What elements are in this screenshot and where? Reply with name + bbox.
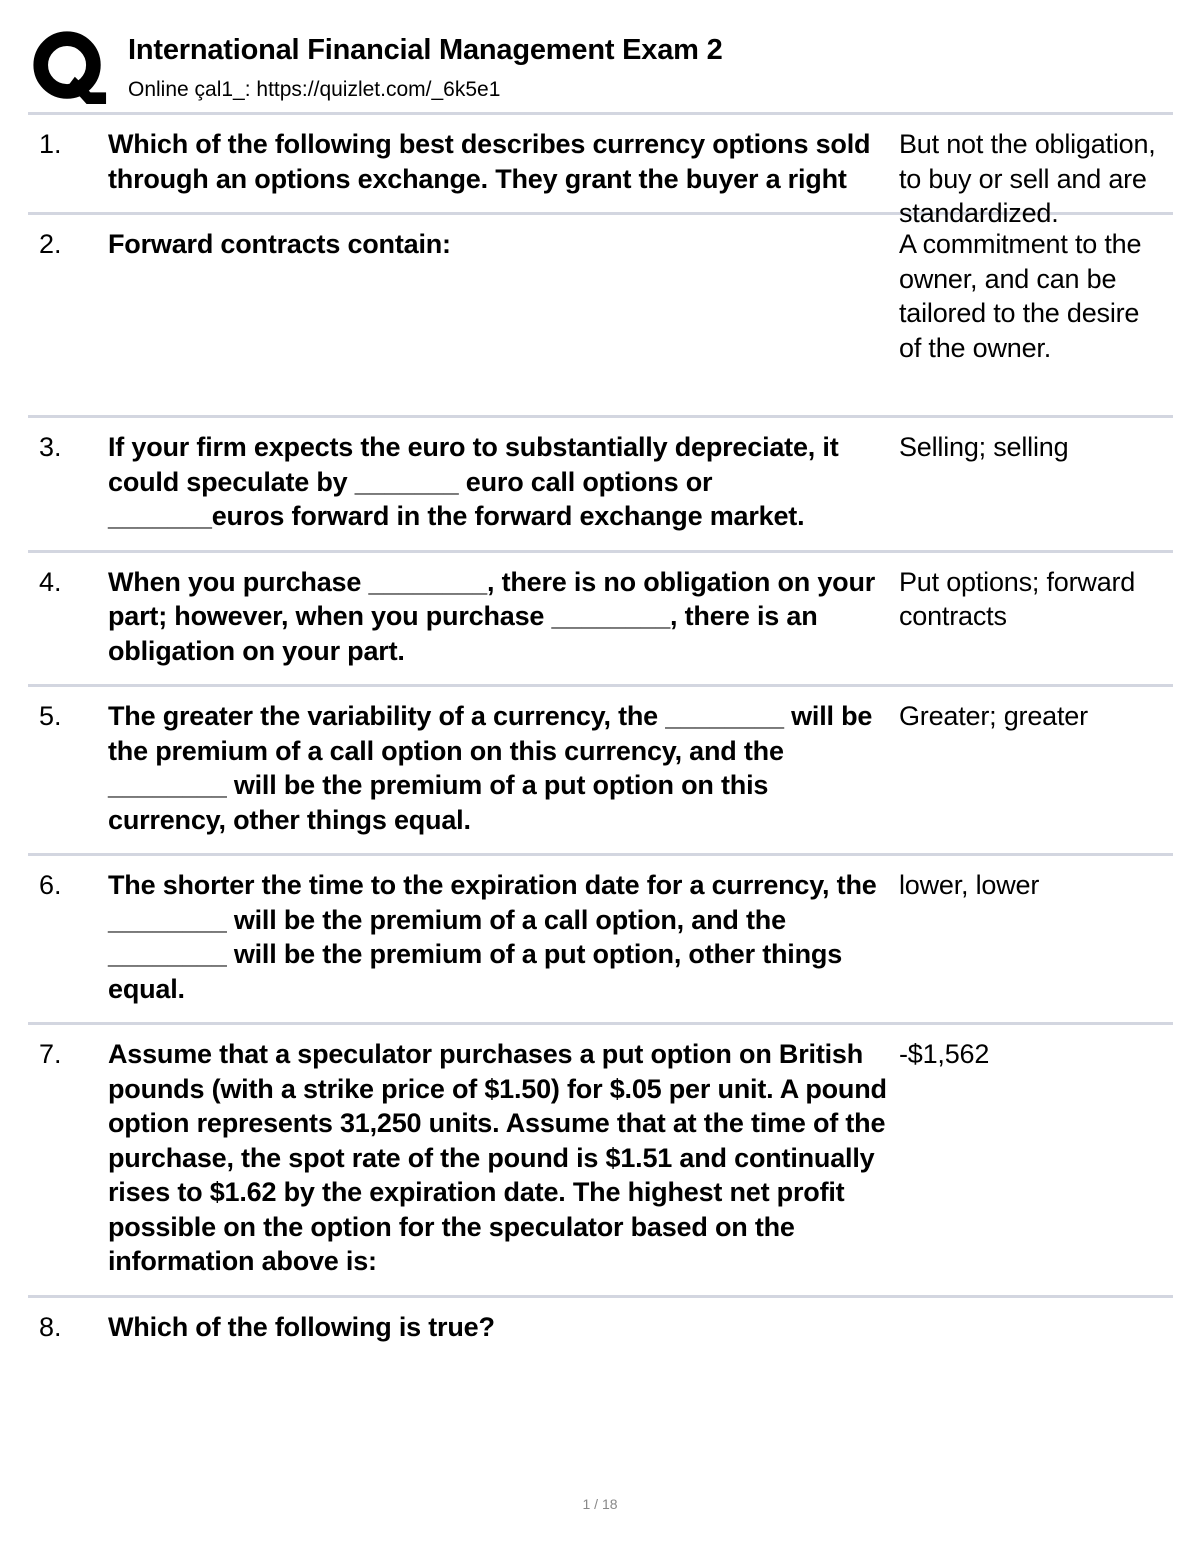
- card-number: 3.: [39, 432, 62, 462]
- flashcard-list: [28, 115, 1173, 1360]
- card-number: 2.: [39, 229, 62, 259]
- flashcard-row: [28, 553, 1173, 688]
- card-number: 6.: [39, 870, 62, 900]
- flashcard-row: [28, 115, 1173, 228]
- card-question: The greater the variability of a currency, the ________ will be the premium of a call option on this currency, and the ________ will be the premium of a put option on this currency, other things equal.: [108, 701, 873, 835]
- card-number: 4.: [39, 566, 62, 597]
- card-question: Which of the following is true?: [108, 1311, 495, 1342]
- card-number: 8.: [39, 1311, 62, 1342]
- card-answer: Greater; greater: [899, 701, 1088, 731]
- flashcard-row: [28, 1298, 1173, 1361]
- card-question: If your firm expects the euro to substantially depreciate, it could speculate by _______ euro call options or _______euros forward in the forward exchange market.: [108, 432, 839, 531]
- flashcard-row: [28, 215, 1173, 418]
- card-answer: Selling; selling: [899, 432, 1069, 462]
- card-answer: lower, lower: [899, 870, 1040, 900]
- card-question: Assume that a speculator purchases a put option on British pounds (with a strike price of $1.50) for $.05 per unit. A pound option represents 31,250 units. Assume that at the time of the purchase, the spot rate of the pound is $1.51 and continually rises to $1.62 by the expiration date. The highest net profit possible on the option for the speculator based on the information above is:: [108, 1039, 887, 1276]
- document-subtitle: Online çal1_: https://quizlet.com/_6k5e1: [128, 78, 501, 101]
- page-number: 1 / 18: [582, 1496, 618, 1512]
- card-answer: Put options; forward contracts: [899, 566, 1136, 631]
- document-title: International Financial Management Exam 2: [128, 34, 723, 66]
- card-question: When you purchase ________, there is no obligation on your part; however, when you purchase ________, there is an obligation on your part.: [108, 566, 876, 666]
- card-answer: A commitment to the owner, and can be tailored to the desire of the owner.: [899, 229, 1142, 363]
- flashcard-row: [28, 687, 1173, 856]
- card-question: Which of the following best describes currency options sold through an options exchange. They grant the buyer a right: [108, 129, 871, 194]
- card-answer: But not the obligation, to buy or sell and are standardized.: [899, 129, 1156, 228]
- card-question: The shorter the time to the expiration date for a currency, the ________ will be the premium of a call option, and the ________ will be the premium of a put option, other things equal.: [108, 870, 877, 1004]
- card-number: 7.: [39, 1039, 62, 1069]
- card-answer: -$1,562: [899, 1039, 990, 1069]
- flashcard-row: [28, 856, 1173, 1025]
- card-number: 5.: [39, 701, 62, 731]
- card-question: Forward contracts contain:: [108, 229, 451, 259]
- document-header: [28, 28, 1173, 112]
- flashcard-row: [28, 1025, 1173, 1298]
- card-number: 1.: [39, 129, 62, 159]
- flashcard-row: [28, 418, 1173, 553]
- quizlet-logo-icon: [30, 28, 108, 106]
